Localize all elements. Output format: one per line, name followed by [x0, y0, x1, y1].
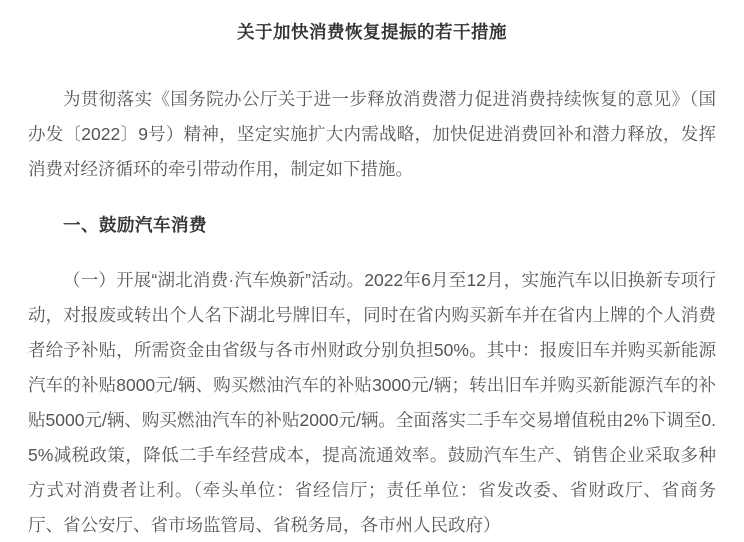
- measure-paragraph-auto-trade-in: （一）开展“湖北消费·汽车焕新”活动。2022年6月至12月，实施汽车以旧换新专项行动，对报废或转出个人名下湖北号牌旧车，同时在省内购买新车并在省内上牌的个人消费者给予补贴，所需资金由省级与各市州财政分别负担50%。其中：报废旧车并购买新能源汽车的补贴8000元/辆、购买燃油汽车的补贴3000元/辆；转出旧车并购买新能源汽车的补贴5000元/辆、购买燃油汽车的补贴2000元/辆。全面落实二手车交易增值税由2%下调至0.5%减税政策，降低二手车经营成本，提高流通效率。鼓励汽车生产、销售企业采取多种方式对消费者让利。（牵头单位：省经信厅；责任单位：省发改委、省财政厅、省商务厅、省公安厅、省市场监管局、省税务局，各市州人民政府）: [28, 270, 716, 535]
- document-title: 关于加快消费恢复提振的若干措施: [237, 22, 507, 42]
- section-heading-encourage-auto-consumption: 一、鼓励汽车消费: [63, 215, 207, 235]
- intro-paragraph: 为贯彻落实《国务院办公厅关于进一步释放消费潜力促进消费持续恢复的意见》（国办发〔2022〕9号）精神，坚定实施扩大内需战略，加快促进消费回补和潜力释放，发挥消费对经济循环的牵引带动作用，制定如下措施。: [28, 89, 716, 179]
